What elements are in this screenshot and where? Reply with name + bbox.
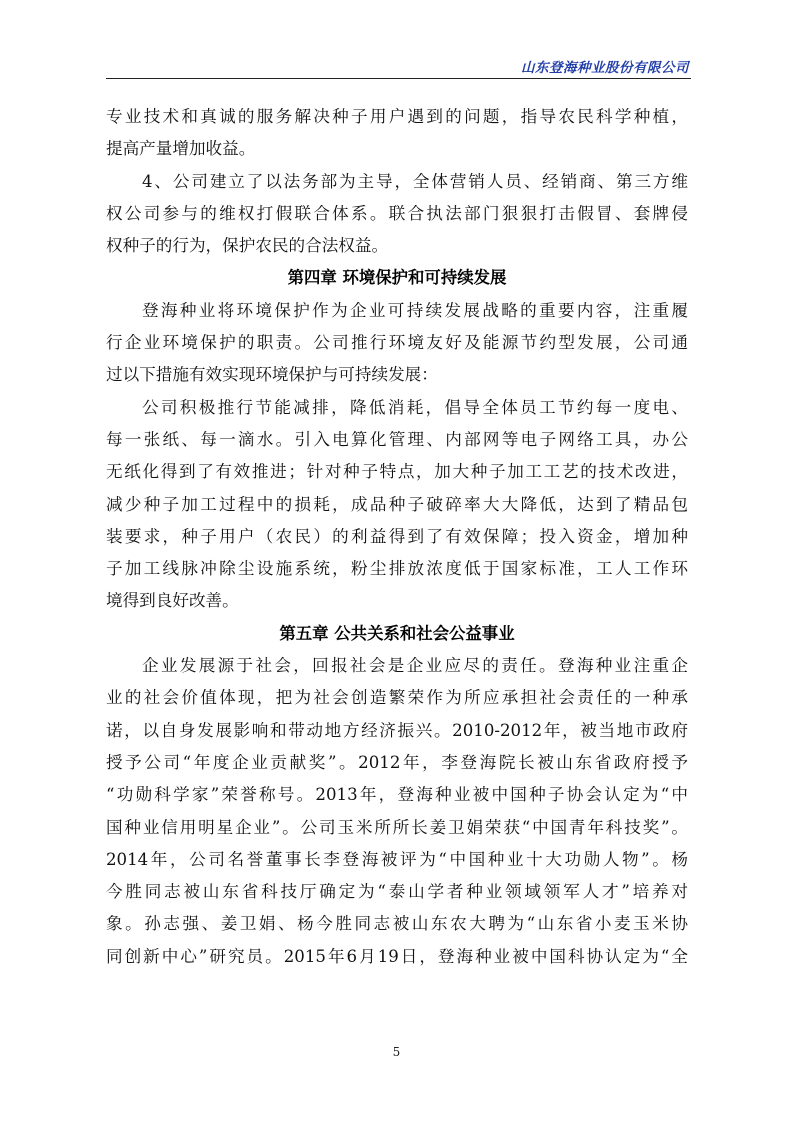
paragraph-line: 今胜同志被山东省科技厅确定为“泰山学者种业领域领军人才”培养对: [106, 882, 688, 902]
paragraph-line: 过以下措施有效实现环境保护与可持续发展：: [106, 365, 438, 385]
chapter-heading: 第四章 环境保护和可持续发展: [287, 268, 507, 288]
paragraph-line: 装要求，种子用户（农民）的利益得到了有效保障；投入资金，增加种: [106, 526, 688, 546]
paragraph-line: 2014年，公司名誉董事长李登海被评为“中国种业十大功勋人物”。杨: [106, 849, 688, 869]
paragraph-line: 提高产量增加收益。: [106, 139, 256, 159]
paragraph-line: 同创新中心”研究员。2015年6月19日，登海种业被中国科协认定为“全: [106, 946, 688, 966]
paragraph: [106, 650, 688, 973]
paragraph: [106, 166, 688, 263]
paragraph-line: 境得到良好改善。: [106, 591, 239, 611]
paragraph-line: 诺，以自身发展影响和带动地方经济振兴。2010-2012年，被当地市政府: [106, 720, 688, 740]
document-body: [106, 101, 688, 973]
paragraph: [106, 392, 688, 618]
paragraph-line: 4、公司建立了以法务部为主导，全体营销人员、经销商、第三方维: [142, 171, 688, 191]
paragraph: [106, 101, 688, 166]
paragraph-line: 业的社会价值体现，把为社会创造繁荣作为所应承担社会责任的一种承: [106, 688, 688, 708]
paragraph-line: 每一张纸、每一滴水。引入电算化管理、内部网等电子网络工具，办公: [106, 429, 688, 449]
paragraph-line: 行企业环境保护的职责。公司推行环境友好及能源节约型发展，公司通: [106, 333, 688, 353]
paragraph-line: 授予公司“年度企业贡献奖”。2012年，李登海院长被山东省政府授予: [106, 752, 688, 772]
paragraph-line: 公司积极推行节能减排，降低消耗，倡导全体员工节约每一度电、: [142, 397, 688, 417]
paragraph-line: 无纸化得到了有效推进；针对种子特点，加大种子加工工艺的技术改进，: [106, 462, 688, 482]
paragraph-line: 象。孙志强、姜卫娟、杨今胜同志被山东农大聘为“山东省小麦玉米协: [106, 914, 688, 934]
paragraph: [106, 295, 688, 392]
paragraph-line: 国种业信用明星企业”。公司玉米所所长姜卫娟荣获“中国青年科技奖”。: [106, 817, 688, 837]
page-number: 5: [392, 1045, 401, 1059]
header-company-name: 山东登海种业股份有限公司: [521, 60, 689, 76]
paragraph-line: 子加工线脉冲除尘设施系统，粉尘排放浓度低于国家标准，工人工作环: [106, 559, 688, 579]
paragraph-line: 减少种子加工过程中的损耗，成品种子破碎率大大降低，达到了精品包: [106, 494, 688, 514]
paragraph-line: 权公司参与的维权打假联合体系。联合执法部门狠狠打击假冒、套牌侵: [106, 203, 688, 223]
paragraph-line: 企业发展源于社会，回报社会是企业应尽的责任。登海种业注重企: [142, 656, 688, 676]
page-header: [106, 52, 691, 79]
paragraph-line: 专业技术和真诚的服务解决种子用户遇到的问题，指导农民科学种植，: [106, 107, 688, 126]
paragraph-line: 登海种业将环境保护作为企业可持续发展战略的重要内容，注重履: [142, 300, 688, 320]
paragraph-line: 权种子的行为，保护农民的合法权益。: [106, 236, 389, 256]
paragraph-line: “功勋科学家”荣誉称号。2013年，登海种业被中国种子协会认定为“中: [106, 785, 688, 805]
chapter-heading: 第五章 公共关系和社会公益事业: [279, 623, 515, 643]
